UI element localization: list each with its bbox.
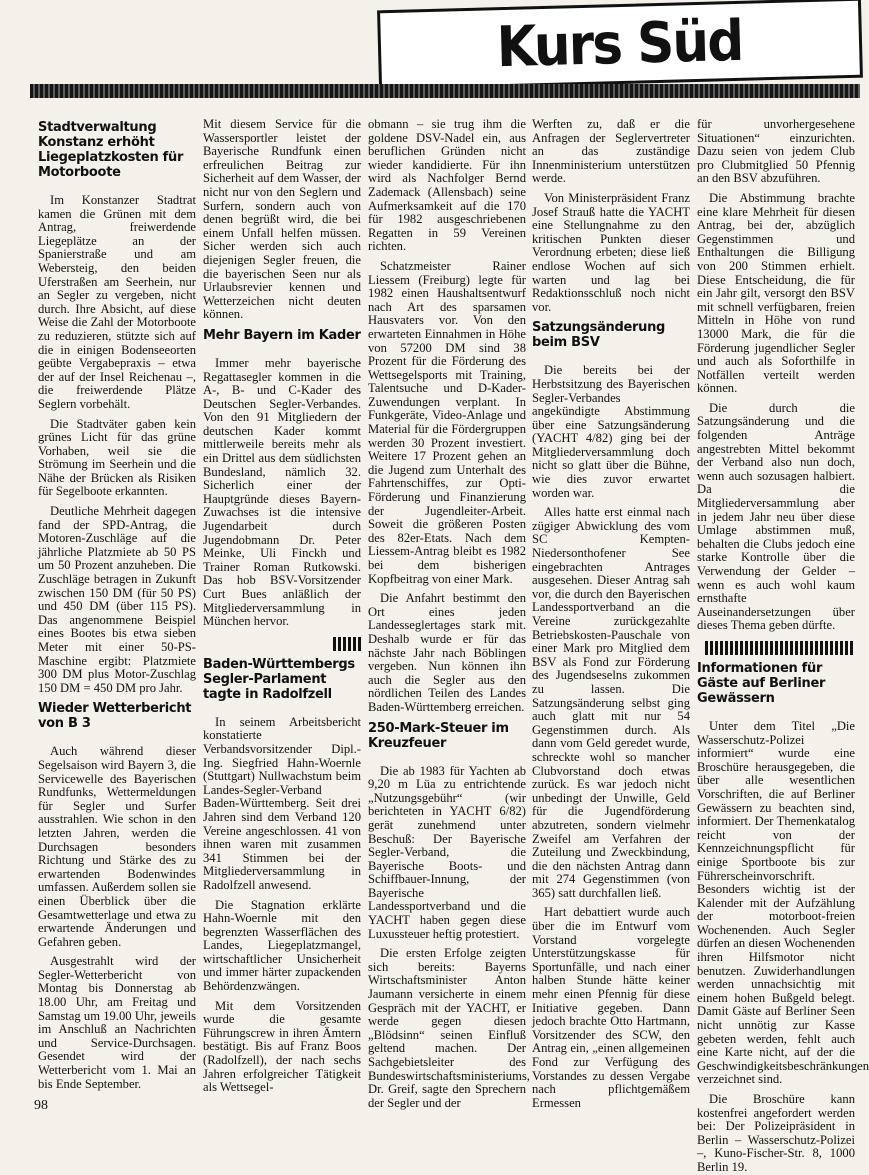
column-3 bbox=[368, 117, 530, 1110]
body-paragraph: Die ersten Erfolge zeigten sich bereits: Bayerns Wirtschaftsminister Anton Jaumann versicherte in einem Gespräch mit der YACHT, er werde gegen diesen „Blödsinn“ seinen Einfluß geltend machen. Der Sachgebietsleiter des Bundeswirtschaftsministeriums, Dr. Greif, sagte den Sprechern der Segler und der bbox=[368, 946, 530, 1110]
continued-paragraph: für unvorhergesehene Situationen“ einzurichten. Dazu seien von jedem Club pro Clubmitglied 50 Pfennig an den BSV abzuführen. bbox=[697, 117, 855, 186]
article-headline: Wieder Wetterbericht von B 3 bbox=[38, 701, 192, 732]
body-paragraph: Die Stadtväter gaben kein grünes Licht für das grüne Vorhaben, weil sie die Strömung im Seerhein und die Nähe der Brücken als Risiken für Segelboote erkannten. bbox=[38, 416, 196, 499]
section-marker bbox=[203, 637, 361, 651]
masthead-box bbox=[377, 0, 863, 90]
column-2 bbox=[203, 117, 361, 1095]
article-headline: Mehr Bayern im Kader bbox=[203, 327, 361, 343]
body-paragraph: Hart debattiert wurde auch über die im Entwurf vom Vorstand vorgelegte Unterstützungskasse für Sportunfälle, und nach einer halben Stunde hätte keiner mehr einen Pfennig für diese Initiative gegeben. Dann jedoch brachte Otto Hartmann, Vorsitzender des SCW, den Antrag ein, „einen allgemeinen Fond zur Verfügung des Vorstandes zu dessen Vergabe nach pflichtgemäßem Ermessen bbox=[532, 905, 690, 1110]
body-paragraph: In seinem Arbeitsbericht konstatierte Verbandsvorsitzender Dipl.-Ing. Siegfried Hahn-Woernle (Stuttgart) Nullwachstum beim Landes-Segler-Verband Baden-Württemberg. Seit drei Jahren sind dem Verband 120 Vereine angeschlossen. 41 von ihnen waren mit zusammen 341 Stimmen bei der Mitgliederversammlung in Radolfzell anwesend. bbox=[203, 714, 361, 892]
column-4 bbox=[532, 117, 690, 1110]
article-headline: Satzungsänderung beim BSV bbox=[532, 320, 666, 351]
body-paragraph: Die Broschüre kann kostenfrei angefordert werden bei: Der Polizeipräsident in Berlin – Wasserschutz-Polizei –, Kuno-Fischer-Str. 8, 1000 Berlin 19. bbox=[697, 1092, 855, 1174]
column-1 bbox=[38, 118, 196, 1091]
masthead-title: Kurs Süd bbox=[496, 8, 744, 80]
article-headline: Informationen für Gäste auf Berliner Gewässern bbox=[697, 660, 826, 706]
continued-paragraph: obmann – sie trug ihm die goldene DSV-Nadel ein, aus beruflichen Gründen nicht wieder kandidierte. Für ihn wird als Nachfolger Bernd Zademack (Allensbach) seine Aufmerksamkeit auf die 170 für 1982 ausgeschriebenen Regatten in 59 Vereinen richten. bbox=[368, 117, 526, 254]
body-paragraph: Mit dem Vorsitzenden wurde die gesamte Führungscrew in ihren Ämtern bestätigt. Bis auf Franz Boos (Radolfzell), der nach sechs Jahren erfolgreicher Tätigkeit als Wettsegel- bbox=[203, 998, 361, 1095]
body-paragraph: Von Ministerpräsident Franz Josef Strauß hatte die YACHT eine Stellungnahme zu den kritischen Punkten dieser Verordnung erbeten; diese ließ endlose Wochen auf sich warten und lag bei Redaktionsschluß noch nicht vor. bbox=[532, 190, 690, 314]
body-paragraph: Die Stagnation erklärte Hahn-Woernle mit den begrenzten Wasserflächen des Landes, Liegeplatzmangel, wirtschaftlicher Unsicherheit und immer härter zupackenden Behördenzwängen. bbox=[203, 897, 361, 994]
column-5 bbox=[697, 117, 869, 1174]
body-paragraph: Auch während dieser Segelsaison wird Bayern 3, die Servicewelle des Bayerischen Rundfunks, Wettermeldungen für Segler und Surfer ausstrahlen. Wie schon in den letzten Jahren, werden die Durchsagen besonders Richtung und Stärke des zu erwartenden Bodenwindes umfassen. Außerdem sollen sie einen Überblick über die Gesamtwetterlage und etwa zu erwartende Änderungen und Gefahren geben. bbox=[38, 744, 196, 949]
section-marker bbox=[697, 641, 855, 655]
article-headline: Stadtverwaltung Konstanz erhöht Liegeplatzkosten für Motorboote bbox=[38, 120, 184, 180]
page-number: 98 bbox=[34, 1098, 48, 1113]
article-headline: Baden-Württembergs Segler-Parlament tagte in Radolfzell bbox=[203, 656, 355, 702]
continued-paragraph: Mit diesem Service für die Wassersportler leistet der Bayerische Rundfunk einen erfreulichen Beitrag zur Sicherheit auf dem Wasser, der nicht nur von den Seglern und Surfern, sondern auch von denen begrüßt wird, die bei einem Unfall helfen müssen. Sicher werden sich auch diejenigen Segler freuen, die die bayerischen Seen nur als Urlaubsrevier kennen und Wetterzeichen nicht deuten können. bbox=[203, 117, 361, 322]
section-rule-band bbox=[30, 84, 860, 98]
body-paragraph: Die durch die Satzungsänderung und die folgenden Anträge angestrebten Mittel bekommt der Verband also nun doch, wenn auch sozusagen halbiert. Da die Mitgliederversammlung aber in jedem Jahr neu über diese Umlage abstimmen muß, behalten die Clubs jedoch eine starke Kontrolle über die Verwendung der Gelder – wenn es auch wohl kaum ernsthafte Auseinandersetzungen über dieses Thema geben dürfte. bbox=[697, 400, 855, 633]
body-paragraph: Schatzmeister Rainer Liessem (Freiburg) legte für 1982 einen Haushaltsentwurf nach Art des sparsamen Hausvaters vor. Von den erwarteten Einnahmen in Höhe von 57200 DM sind 38 Prozent für die Förderung des Wettsegelsports mit Training, Talentsuche und D-Kader-Zuwendungen verplant. In Funkgeräte, Video-Anlage und Material für die Fördergruppen werden 30 Prozent investiert. Weitere 17 Prozent gehen an die Jugend zum Unterhalt des Fahrtenschiffes, zur Opti-Förderung und Finanzierung der Jugendleiter-Arbeit. Soweit die größeren Posten des 82er-Etats. Nach dem Liessem-Antrag bleibt es 1982 bei dem bisherigen Kopfbeitrag von einer Mark. bbox=[368, 258, 526, 586]
body-paragraph: Deutliche Mehrheit dagegen fand der SPD-Antrag, die Motoren-Zuschläge auf die jährliche Platzmiete ab 50 PS um 50 Prozent anzuheben. Die Zuschläge betragen in Zukunft zwischen 150 DM (für 50 PS) und 450 DM (über 115 PS). Das angenommene Beispiel eines Bootes bis etwa sieben Meter mit einer 50-PS-Maschine ergibt: Platzmiete 300 DM plus Motor-Zuschlag 150 DM = 450 DM pro Jahr. bbox=[38, 504, 196, 695]
body-paragraph: Alles hatte erst einmal nach zügiger Abwicklung des vom SC Kempten-Niedersonthofener See eingebrachten Antrages ausgesehen. Dieser Antrag sah vor, die durch den Bayerischen Landessportverband an die Vereine zurückgezahlte Betriebskosten-Pauschale von einer Mark pro Mitglied dem BSV als Fond zur Förderung des Jugendseselns zukommen zu lassen. Die Satzungsänderung selbst ging auch glatt mit nur 54 Gegenstimmen durch. Als dann vom Geld geredet wurde, schreckte wohl so mancher Clubvorstand doch etwas zurück. Es war jedoch nicht unbedingt der Unwille, Geld für die Jugendförderung abzutreten, sondern vielmehr Zweifel am Verfahren der Zuteilung und Zweckbindung, die den nächsten Antrag dann mit 274 Gegenstimmen (von 365) satt durchfallen ließ. bbox=[532, 505, 690, 900]
body-paragraph: Im Konstanzer Stadtrat kamen die Grünen mit dem Antrag, freiwerdende Liegeplätze an der Spanierstraße und am Webersteig, den beiden Uferstraßen am Seerhein, nur an Segler zu vergeben, nicht durch. Ihre Absicht, auf diese Weise die Zahl der Motorboote zu reduzieren, stützte sich auf die in einigen Bodenseeorten geübte Vergabepraxis – etwa der auf der Insel Reichenau –, die freiwerdende Plätze Seglern vorbehält. bbox=[38, 193, 196, 411]
body-paragraph: Die Anfahrt bestimmt den Ort eines jeden Landesseglertages stark mit. Deshalb wurde er für das nächste Jahr nach Böblingen vergeben. Nun können ihn auch die Segler aus den nördlichen Teilen des Landes Baden-Württemberg erreichen. bbox=[368, 591, 526, 714]
body-paragraph: Die bereits bei der Herbstsitzung des Bayerischen Segler-Verbandes angekündigte Abstimmung über eine Satzungsänderung (YACHT 4/82) ging bei der Mitgliederversammlung doch nicht so glatt über die Bühne, wie dies zuvor erwartet worden war. bbox=[532, 363, 690, 500]
body-paragraph: Unter dem Titel „Die Wasserschutz-Polizei informiert“ wurde eine Broschüre herausgegeben, die über alle wesentlichen Vorschriften, die auf Berliner Gewässern zu beachten sind, informiert. Der Themenkatalog reicht von der Kennzeichnungspflicht für einige Sportboote bis zur Führerscheinvorschrift. Besonders wichtig ist der Kalender mit der Aufzählung der motorboot-freien Wochenenden. Auch Segler dürfen an diesen Wochenenden ihren Hilfsmotor nicht benutzen. Zuwiderhandlungen werden unnachsichtig mit einem hohen Bußgeld belegt. Damit Gäste auf Berliner Seen nicht unnötig zur Kasse gebeten werden, fehlt auch eine Karte nicht, auf der die Geschwindigkeitsbeschränkungen verzeichnet sind. bbox=[697, 718, 869, 1087]
continued-paragraph: Werften zu, daß er die Anfragen der Seglervertreter an das zuständige Innenministerium unterstützen werde. bbox=[532, 117, 690, 186]
body-paragraph: Die Abstimmung brachte eine klare Mehrheit für diesen Antrag, bei der, abzüglich Gegenstimmen und Enthaltungen die Billigung von 200 Stimmen erhielt. Diese Entscheidung, die für ein Jahr gilt, versorgt den BSV mit schnell verfügbaren, freien Mitteln in Höhe von rund 13000 Mark, die für die Förderung jugendlicher Segler und auch als Soforthilfe in Notfällen verteilt werden können. bbox=[697, 190, 855, 396]
section-marker-bar bbox=[333, 637, 361, 651]
body-paragraph: Ausgestrahlt wird der Segler-Wetterbericht von Montag bis Donnerstag ab 18.00 Uhr, am Freitag und Samstag um 19.00 Uhr, jeweils im Anschluß an Nachrichten und Service-Durchsagen. Gesendet wird der Wetterbericht vom 1. Mai an bis Ende September. bbox=[38, 954, 196, 1091]
body-paragraph: Die ab 1983 für Yachten ab 9,20 m Lüa zu entrichtende „Nutzungsgebühr“ (wir berichteten in YACHT 6/82) gerät zunehmend unter Beschuß: Der Bayerische Segler-Verband, die Bayerische Boots- und Schiffbauer-Innung, der Bayerische Landessportverband und die YACHT haben gegen diese Luxussteuer heftig protestiert. bbox=[368, 763, 526, 941]
body-paragraph: Immer mehr bayerische Regattasegler kommen in die A-, B- und C-Kader des Deutschen Segler-Verbandes. Von den 91 Mitgliedern der deutschen Kader kommt mittlerweile bereits mehr als ein Drittel aus dem südlichsten Bundesland, nämlich 32. Sicherlich einer der Hauptgründe dieses Bayern-Zuwachses ist die intensive Jugendarbeit durch Jugendobmann Dr. Peter Meinke, Uli Finckh und Trainer Roman Rutkowski. Das hob BSV-Vorsitzender Curt Bues anläßlich der Mitgliederversammlung in München hervor. bbox=[203, 355, 361, 629]
article-headline: 250-Mark-Steuer im Kreuzfeuer bbox=[368, 720, 509, 751]
section-marker-bar bbox=[705, 641, 855, 655]
